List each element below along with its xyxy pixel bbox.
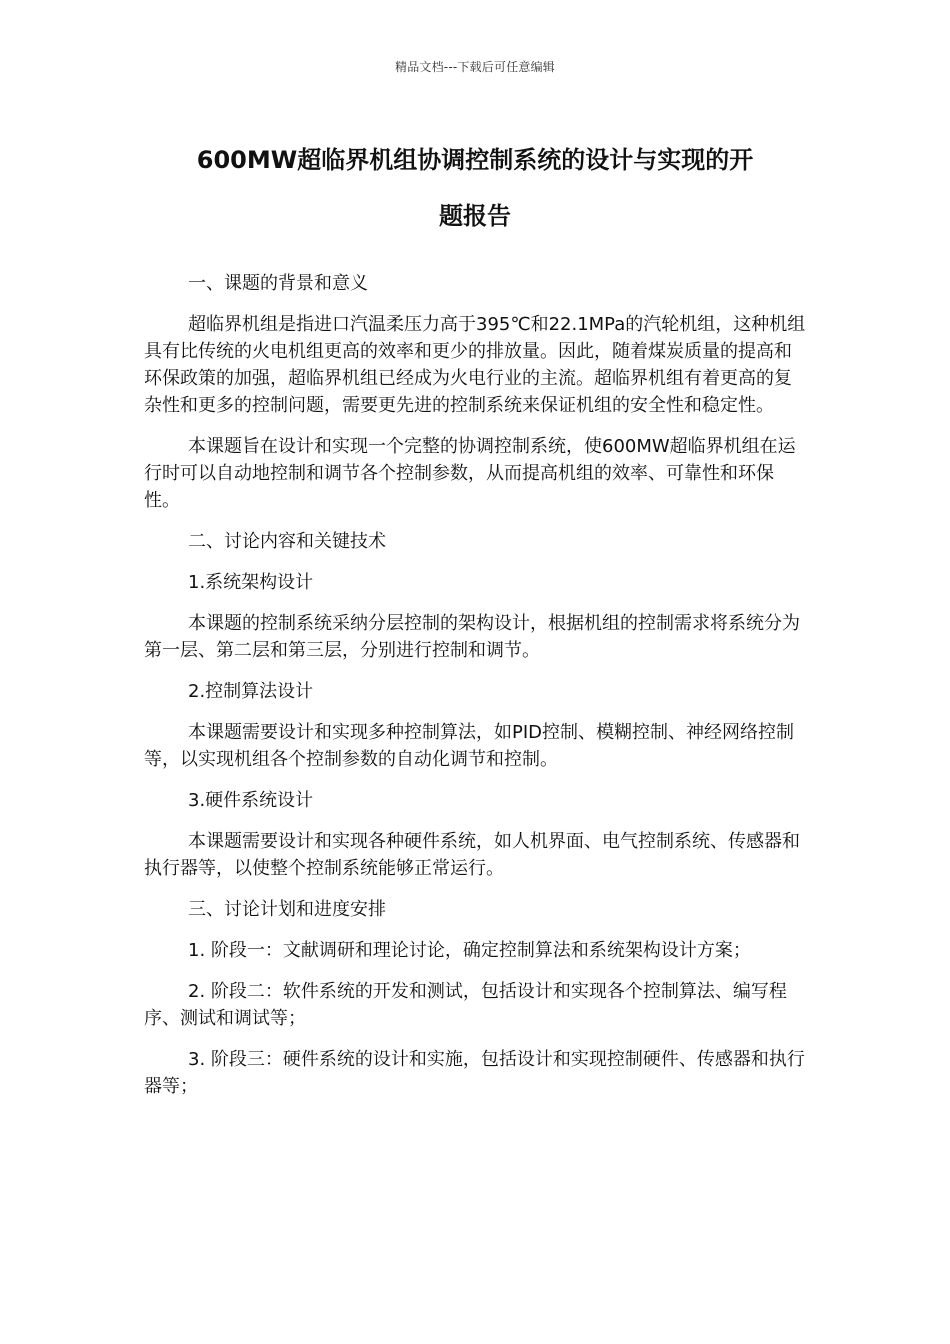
section-2-subheading-2: 2.控制算法设计 [188, 681, 314, 702]
title-line-1: 600MW超临界机组协调控制系统的设计与实现的开 [196, 146, 754, 174]
section-3-item-3: 3. 阶段三：硬件系统的设计和实施，包括设计和实现控制硬件、传感器和执行器等； [144, 1049, 805, 1097]
document-body [144, 270, 808, 1114]
section-1-heading: 一、课题的背景和意义 [188, 273, 368, 294]
section-2-paragraph-1: 本课题的控制系统采纳分层控制的架构设计，根据机组的控制需求将系统分为第一层、第二层和第三层，分别进行控制和调节。 [144, 613, 800, 661]
section-2-paragraph-2: 本课题需要设计和实现多种控制算法，如PID控制、模糊控制、神经网络控制等，以实现机组各个控制参数的自动化调节和控制。 [144, 722, 795, 770]
section-2-subheading-3: 3.硬件系统设计 [188, 790, 314, 811]
section-1-paragraph-2: 本课题旨在设计和实现一个完整的协调控制系统，使600MW超临界机组在运行时可以自动地控制和调节各个控制参数，从而提高机组的效率、可靠性和环保性。 [144, 436, 796, 511]
section-3-item-2: 2. 阶段二：软件系统的开发和测试，包括设计和实现各个控制算法、编写程序、测试和调试等； [144, 981, 787, 1029]
section-3-item-1: 1. 阶段一：文献调研和理论讨论，确定控制算法和系统架构设计方案； [188, 940, 751, 961]
header-note: 精品文档---下载后可任意编辑 [395, 60, 555, 74]
section-1-paragraph-1: 超临界机组是指进口汽温柔压力高于395℃和22.1MPa的汽轮机组，这种机组具有比传统的火电机组更高的效率和更少的排放量。因此，随着煤炭质量的提高和环保政策的加强，超临界机组已经成为火电行业的主流。超临界机组有着更高的复杂性和更多的控制问题，需要更先进的控制系统来保证机组的安全性和稳定性。 [144, 314, 806, 416]
title-line-2: 题报告 [439, 202, 511, 230]
section-2-paragraph-3: 本课题需要设计和实现各种硬件系统，如人机界面、电气控制系统、传感器和执行器等，以使整个控制系统能够正常运行。 [144, 831, 800, 879]
document-title [140, 132, 810, 244]
section-3-heading: 三、讨论计划和进度安排 [188, 899, 386, 920]
section-2-subheading-1: 1.系统架构设计 [188, 572, 314, 593]
section-2-heading: 二、讨论内容和关键技术 [188, 531, 386, 552]
